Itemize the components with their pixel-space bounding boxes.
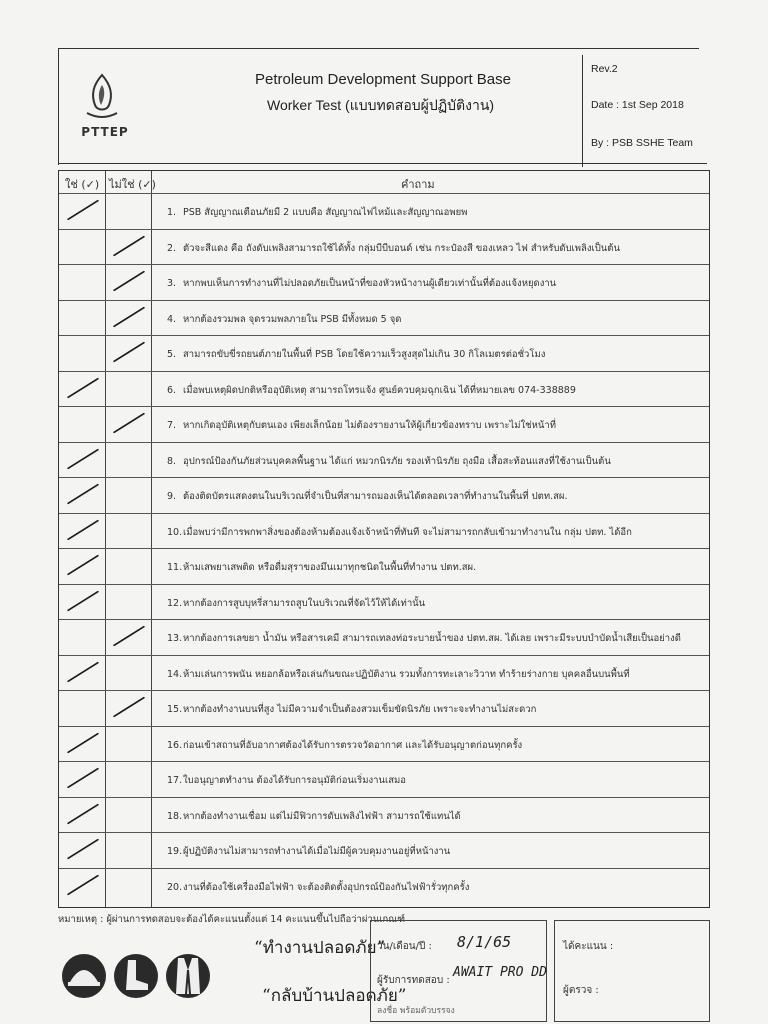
question-number: 20. <box>167 881 183 893</box>
row-divider <box>59 619 709 620</box>
question-number: 9. <box>167 491 177 502</box>
answer-check-false[interactable] <box>109 410 149 436</box>
question-text: ห้ามเล่นการพนัน หยอกล้อหรือเล่นกันขณะปฏิบัติงาน รวมทั้งการทะเลาะวิวาท ทำร้ายร่างกาย บุคคลอื่นบนพื้นที่ <box>183 668 630 680</box>
question-number: 15. <box>167 704 183 715</box>
question-text: ก่อนเข้าสถานที่อับอากาศต้องได้รับการตรวจวัดอากาศ และได้รับอนุญาตก่อนทุกครั้ง <box>183 739 523 751</box>
question-text: สามารถขับขี่รถยนต์ภายในพื้นที่ PSB โดยใช้ความเร็วสูงสุดไม่เกิน 30 กิโลเมตรต่อชั่วโมง <box>183 349 546 360</box>
answer-check-true[interactable] <box>63 836 103 862</box>
answer-check-true[interactable] <box>63 588 103 614</box>
answer-check-true[interactable] <box>63 765 103 791</box>
taker-field-label: ผู้รับการทดสอบ : <box>377 975 450 986</box>
answer-check-true[interactable] <box>63 872 103 898</box>
col-header-true: ใช่ (✓) <box>65 178 100 191</box>
question-text: หากพบเห็นการทำงานที่ไม่ปลอดภัยเป็นหน้าที่ของหัวหน้างานผู้เดียวเท่านั้นที่ต้องแจ้งหยุดงาน <box>183 278 557 289</box>
row-divider <box>59 690 709 691</box>
question-row <box>167 205 703 220</box>
question-text: เมื่อพบเหตุผิดปกติหรืออุบัติเหตุ สามารถโทรแจ้ง ศูนย์ควบคุมฉุกเฉิน ได้ที่หมายเลข 074-338889 <box>183 384 576 396</box>
question-number: 8. <box>167 455 177 467</box>
answer-check-false[interactable] <box>109 233 149 259</box>
answer-check-true[interactable] <box>63 446 103 472</box>
col-header-false: ไม่ใช่ (✓) <box>109 178 156 191</box>
pttep-flame-icon <box>73 69 131 125</box>
question-number: 5. <box>167 349 177 360</box>
question-number: 14. <box>167 668 183 680</box>
row-divider <box>59 584 709 585</box>
row-divider <box>59 761 709 762</box>
answer-check-false[interactable] <box>109 304 149 330</box>
question-text: หากต้องทำงานบนที่สูง ไม่มีความจำเป็นต้องสวมเข็มขัดนิรภัย เพราะจะทำงานไม่สะดวก <box>183 704 537 715</box>
answer-check-true[interactable] <box>63 197 103 223</box>
question-number: 18. <box>167 810 183 822</box>
slogan-go-home-safe: “กลับบ้านปลอดภัย” <box>262 986 407 1006</box>
hard-hat-icon <box>62 954 106 998</box>
question-row <box>167 312 703 327</box>
row-divider <box>59 300 709 301</box>
form-header <box>58 48 699 165</box>
answer-check-false[interactable] <box>109 694 149 720</box>
taker-field-value[interactable]: AWAIT PRO DD <box>453 965 547 980</box>
row-divider <box>59 229 709 230</box>
question-number: 16. <box>167 739 183 751</box>
question-text: ห้ามเสพยาเสพติด หรือดื่มสุราของมึนเมาทุกชนิดในพื้นที่ทำงาน ปตท.สผ. <box>183 562 477 573</box>
logo-text: PTTEP <box>81 125 129 139</box>
question-row <box>167 844 703 859</box>
worker-test-form <box>58 48 710 1018</box>
date-label: Date : 1st Sep 2018 <box>591 99 684 111</box>
question-row <box>167 773 703 788</box>
row-divider <box>59 371 709 372</box>
pass-note: หมายเหตุ : ผู้ผ่านการทดสอบจะต้องได้คะแนนตั้งแต่ 14 คะแนนขึ้นไปถือว่าผ่านเกณฑ์ <box>58 914 405 925</box>
question-row <box>167 809 703 824</box>
row-divider <box>59 264 709 265</box>
answer-check-false[interactable] <box>109 623 149 649</box>
answer-check-true[interactable] <box>63 517 103 543</box>
question-text: อุปกรณ์ป้องกันภัยส่วนบุคคลพื้นฐาน ได้แก่ หมวกนิรภัย รองเท้านิรภัย ถุงมือ เสื้อสะท้อนแสงที่ใช้งานเป็นต้น <box>183 455 611 467</box>
question-row <box>167 454 703 469</box>
safety-boot-icon <box>114 954 158 998</box>
question-row <box>167 596 703 611</box>
question-table <box>58 170 710 908</box>
question-row <box>167 631 703 646</box>
slogan-work-safe: “ทำงานปลอดภัย” <box>254 938 386 958</box>
answer-check-false[interactable] <box>109 268 149 294</box>
row-divider <box>59 797 709 798</box>
question-number: 7. <box>167 420 177 431</box>
question-number: 2. <box>167 242 177 254</box>
pttep-logo <box>73 69 131 149</box>
question-text: หากต้องรวมพล จุดรวมพลภายใน PSB มีทั้งหมด 5 จุด <box>183 313 402 325</box>
question-text: PSB สัญญาณเตือนภัยมี 2 แบบคือ สัญญาณไฟไหม้และสัญญาณอพยพ <box>183 207 468 218</box>
question-row <box>167 560 703 575</box>
question-text: ผู้ปฏิบัติงานไม่สามารถทำงานได้เมื่อไม่มีผู้ควบคุมงานอยู่ที่หน้างาน <box>183 846 451 857</box>
row-divider <box>59 193 709 194</box>
col-header-question: คำถาม <box>401 178 435 191</box>
row-divider <box>59 477 709 478</box>
answer-check-false[interactable] <box>109 339 149 365</box>
question-row <box>167 738 703 753</box>
rev-label: Rev.2 <box>591 63 618 75</box>
question-row <box>167 702 703 717</box>
question-row <box>167 880 703 895</box>
question-text: ต้องติดบัตรแสดงตนในบริเวณที่จำเป็นที่สามารถมองเห็นได้ตลอดเวลาที่ทำงานในพื้นที่ ปตท.สผ. <box>183 491 568 502</box>
answer-check-true[interactable] <box>63 375 103 401</box>
row-divider <box>59 548 709 549</box>
answer-check-true[interactable] <box>63 730 103 756</box>
safety-vest-icon <box>166 954 210 998</box>
answer-check-true[interactable] <box>63 659 103 685</box>
question-number: 6. <box>167 384 177 396</box>
question-row <box>167 418 703 433</box>
question-number: 12. <box>167 597 183 609</box>
score-field-label: ได้คะแนน : <box>563 941 614 952</box>
ppe-icons <box>62 944 242 1008</box>
form-title: Petroleum Development Support Base <box>255 71 511 88</box>
row-divider <box>59 442 709 443</box>
question-row <box>167 667 703 682</box>
row-divider <box>59 868 709 869</box>
question-number: 1. <box>167 207 177 218</box>
question-number: 19. <box>167 846 183 857</box>
question-row <box>167 347 703 362</box>
answer-check-true[interactable] <box>63 552 103 578</box>
question-text: เมื่อพบว่ามีการพกพาสิ่งของต้องห้ามต้องแจ้งเจ้าหน้าที่ทันที จะไม่สามารถกลับเข้ามาทำงานใน กลุ่ม ปตท. ได้อีก <box>183 526 632 538</box>
by-label: By : PSB SSHE Team <box>591 137 693 149</box>
question-row <box>167 241 703 256</box>
date-field-label: วัน/เดือน/ปี : <box>377 941 432 952</box>
answer-check-true[interactable] <box>63 801 103 827</box>
question-number: 3. <box>167 278 177 289</box>
question-text: หากต้องทำงานเชื่อม แต่ไม่มีฟิวการดับเพลิงไฟฟ้า สามารถใช้แทนได้ <box>183 810 461 822</box>
question-number: 17. <box>167 775 183 786</box>
row-divider <box>59 335 709 336</box>
question-number: 13. <box>167 633 183 644</box>
question-row <box>167 276 703 291</box>
row-divider <box>59 513 709 514</box>
question-text: หากต้องการสูบบุหรี่สามารถสูบในบริเวณที่จัดไว้ให้ได้เท่านั้น <box>183 597 426 609</box>
test-info-box <box>370 920 547 1022</box>
question-text: ใบอนุญาตทำงาน ต้องได้รับการอนุมัติก่อนเริ่มงานเสมอ <box>183 775 407 786</box>
question-number: 11. <box>167 562 183 573</box>
question-row <box>167 525 703 540</box>
question-text: งานที่ต้องใช้เครื่องมือไฟฟ้า จะต้องติดตั้งอุปกรณ์ป้องกันไฟฟ้ารั่วทุกครั้ง <box>183 881 470 893</box>
row-divider <box>59 832 709 833</box>
answer-check-true[interactable] <box>63 481 103 507</box>
score-box <box>554 920 710 1022</box>
date-field-value[interactable]: 8/1/65 <box>457 933 512 951</box>
row-divider <box>59 726 709 727</box>
question-row <box>167 383 703 398</box>
row-divider <box>59 655 709 656</box>
checker-field-label: ผู้ตรวจ : <box>563 985 599 996</box>
question-number: 4. <box>167 313 177 325</box>
row-divider <box>59 406 709 407</box>
question-text: หากต้องการเลขยา น้ำมัน หรือสารเคมี สามารถเทลงท่อระบายน้ำของ ปตท.สผ. ได้เลย เพราะมีระบบบำบัดน้ำเสียเป็นอย่างดี <box>183 633 681 644</box>
question-text: หากเกิดอุบัติเหตุกับตนเอง เพียงเล็กน้อย ไม่ต้องรายงานให้ผู้เกี่ยวข้องทราบ เพราะไม่ใช่หน้าที่ <box>183 420 556 431</box>
question-number: 10. <box>167 526 183 538</box>
question-row <box>167 489 703 504</box>
question-text: ตัวจะสีแดง คือ ถังดับเพลิงสามารถใช้ได้ทั้ง กลุ่มบีบีบอนด์ เช่น กระป๋องสี ของเหลว ไฟ สำหรับดับเพลิงเป็นต้น <box>183 242 620 254</box>
form-subtitle: Worker Test (แบบทดสอบผู้ปฏิบัติงาน) <box>267 97 495 113</box>
signature-hint: ลงชื่อ พร้อมตัวบรรจง <box>377 1006 455 1016</box>
